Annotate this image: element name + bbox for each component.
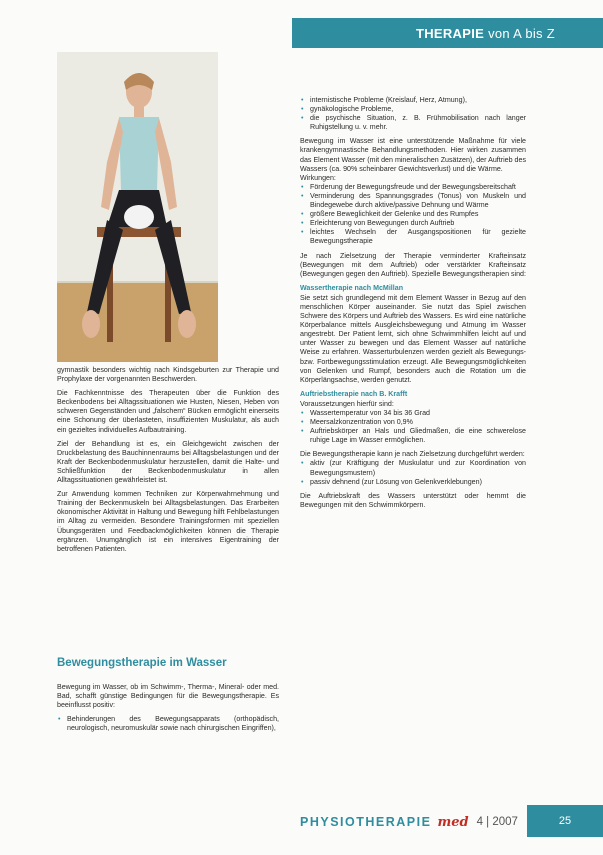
paragraph: Die Bewegungstherapie kann je nach Zielsetzung durchgeführt werden:: [300, 450, 525, 459]
paragraph: [300, 137, 526, 182]
paragraph-text: Bewegung im Wasser ist eine unterstützende Maßnahme für viele krankengymnastische Behandlungsmethoden. Hier wirken zusammen das Element Wasser (mit den mineralischen Zusätzen), der Auftrieb des Wassers (ca. 90% scheinbarer Gewichtsverlust) und die Wärme.: [300, 137, 526, 173]
section-header-band: [292, 18, 603, 48]
paragraph: Die Fachkenntnisse des Therapeuten über die Funktion des Beckenbodens bei Alltagssituationen wie Husten, Niesen, Heben von schweren Gegenständen und „falschem“ Bücken ermöglicht einerseits eine Schonung der überlasteten, insuffizienten Muskulatur, als auch ein gezieltes individuelles Aufbautraining.: [57, 389, 279, 434]
list-item: • die psychische Situation, z. B. Frühmobilisation nach langer Ruhigstellung u. v. mehr.: [310, 114, 526, 132]
list-item: • internistische Probleme (Kreislauf, Herz, Atmung),: [310, 96, 526, 105]
list-item: • Wassertemperatur von 34 bis 36 Grad: [310, 409, 526, 418]
list-item: • Verminderung des Spannungsgrades (Tonus) von Muskeln und Bindegewebe durch aktive/passive Dehnung und Wärme: [310, 192, 526, 210]
paragraph: Ziel der Behandlung ist es, ein Gleichgewicht zwischen der Druckbelastung des Bauchinnenraums bei Alltagsbelastungen und der Kraft der Beckenbodenmuskulatur herzustellen, damit die Halte- und Schließfunktion der Beckenbodenmuskulatur in allen Alltagssituationen gewährleistet ist.: [57, 439, 279, 485]
issue-number: 4 | 2007: [476, 816, 518, 828]
subheading-krafft: Auftriebstherapie nach B. Krafft: [300, 389, 408, 398]
page-number: 25: [527, 805, 603, 837]
footer: [300, 808, 518, 836]
paragraph: Voraussetzungen hierfür sind:: [300, 399, 394, 408]
paragraph: Je nach Zielsetzung der Therapie verminderter Krafteinsatz (Bewegungen mit dem Auftrieb) oder verstärkter Krafteinsatz (Bewegungen gegen den Auftrieb). Spezielle Bewegungstherapien sind:: [300, 251, 526, 278]
list-item: • leichtes Wechseln der Ausgangspositionen für gezielte Bewegungstherapie: [310, 228, 526, 246]
right-column-text: [300, 96, 526, 515]
journal-med: med: [437, 814, 469, 830]
paragraph: Zur Anwendung kommen Techniken zur Körperwahrnehmung und Training der Beckenmuskeln bei Alltagsbelastungen. Das Erarbeiten ökonomischer Aktivität in Haltung und Bewegung hilft Fehlbelastungen im Alltag zu vermeiden. Besondere Trainingsformen mit speziellen Übungsgeräten und Feedbackmöglichkeiten können die Therapie ergänzen. Unumgänglich ist ein intensives Eigentraining der betroffenen Patienten.: [57, 490, 279, 553]
bullet-list: [300, 96, 526, 132]
paragraph: Bewegung im Wasser, ob im Schwimm-, Therma-, Mineral- oder med. Bad, schafft günstige Bedingungen für die Bewegungstherapie. Es beeinflusst positiv:: [57, 683, 279, 710]
list-item: • gynäkologische Probleme,: [310, 105, 526, 114]
section-heading: Bewegungstherapie im Wasser: [57, 657, 227, 669]
journal-name: PHYSIOTHERAPIE: [300, 815, 432, 829]
list-item: • Förderung der Bewegungsfreude und der Bewegungsbereitschaft: [310, 183, 526, 192]
list-item: • Auftriebskörper an Hals und Gliedmaßen, die eine schwerelose ruhige Lage im Wasser ermöglichen.: [310, 427, 526, 445]
left-column-section-text: [57, 683, 279, 738]
list-item: • Behinderungen des Bewegungsapparats (orthopädisch, neurologisch, neuromuskulär sowie nach chirurgischen Eingriffen),: [67, 715, 279, 733]
left-column-text: [57, 366, 279, 559]
subheading-mcmillan: Wassertherapie nach McMillan: [300, 283, 404, 292]
header-strong: THERAPIE: [415, 25, 485, 41]
list-item: • passiv dehnend (zur Lösung von Gelenkverklebungen): [310, 478, 526, 487]
bullet-list: [300, 409, 526, 445]
header-rest: von A bis Z: [488, 25, 555, 41]
list-item: • größere Beweglichkeit der Gelenke und des Rumpfes: [310, 210, 526, 219]
photo-woman-seated-on-ball: [57, 52, 218, 362]
paragraph: Sie setzt sich grundlegend mit dem Element Wasser in Bezug auf den menschlichen Körper auseinander. Sie nutzt das Spiel zwischen Schwere des Körpers und Auftrieb des Wassers. Es wird eine natürliche Körperbalance mittels Ausgleichsbewegung und Atmung im Wasser angestrebt. Der Patient lernt, sich ohne Schwimmhilfen leicht auf und unter Wasser zu bewegen und das Element Wasser auf natürliche Weise zu erfahren. Wasserturbulenzen werden gezielt als Bewegungs- bzw. Fortbewegungsstimulation erzeugt. Alle Bewegungsmöglichkeiten von Gelenken und Rumpf, besonders auch die Rotation um die Körperlängsachse, werden genutzt.: [300, 293, 526, 384]
effects-label: Wirkungen:: [300, 173, 336, 182]
paragraph: gymnastik besonders wichtig nach Kindsgeburten zur Therapie und Prophylaxe der vorgenannten Beschwerden.: [57, 366, 279, 384]
bullet-list: [57, 715, 279, 733]
list-item: • aktiv (zur Kräftigung der Muskulatur und zur Koordination von Bewegungsmustern): [310, 459, 526, 477]
paragraph: Die Auftriebskraft des Wassers unterstützt oder hemmt die Bewegungen mit den Schwimmkörpern.: [300, 491, 526, 509]
list-item: • Meersalzkonzentration von 0,9%: [310, 418, 526, 427]
bullet-list: [300, 459, 526, 486]
effects-list: [300, 183, 526, 247]
list-item: • Erleichterung von Bewegungen durch Auftrieb: [310, 219, 526, 228]
